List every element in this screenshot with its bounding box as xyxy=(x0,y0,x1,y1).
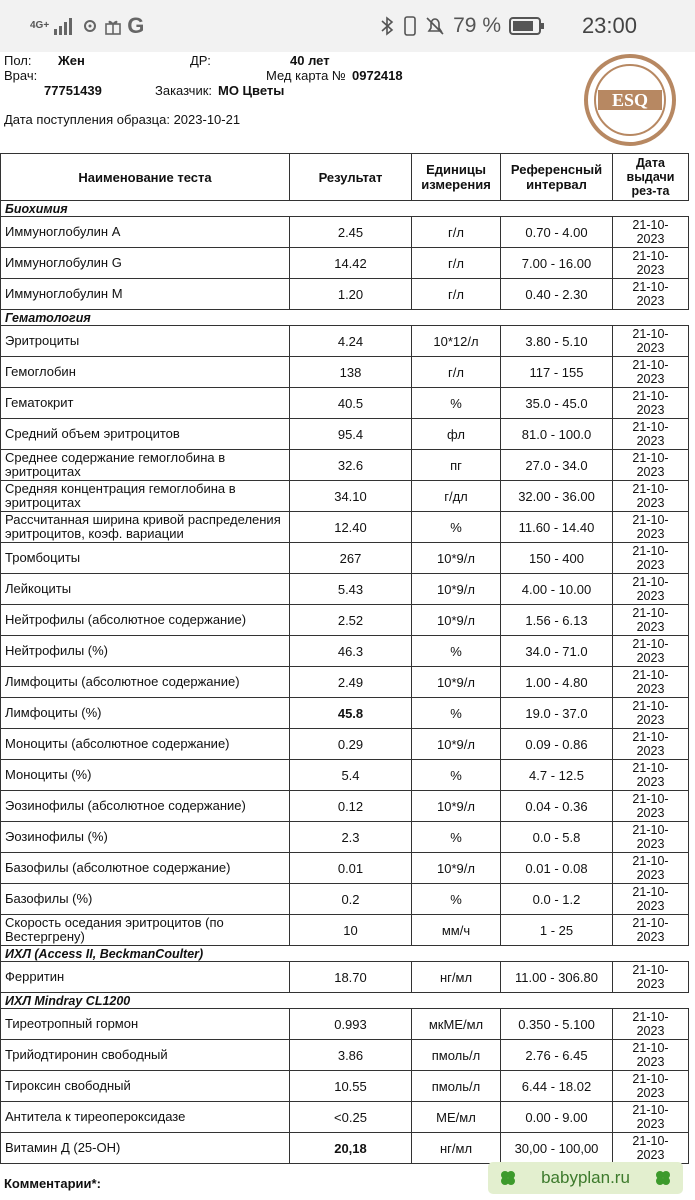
units: г/л xyxy=(412,248,501,279)
issue-date: 21-10- 2023 xyxy=(613,574,689,605)
test-name: Базофилы (абсолютное содержание) xyxy=(1,853,290,884)
vibrate-icon xyxy=(403,15,417,37)
result-value: 12.40 xyxy=(290,512,412,543)
test-name: Эозинофилы (%) xyxy=(1,822,290,853)
table-row xyxy=(1,450,689,481)
reference-range: 30,00 - 100,00 xyxy=(501,1133,613,1164)
table-row xyxy=(1,884,689,915)
units: г/дл xyxy=(412,481,501,512)
issue-date: 21-10- 2023 xyxy=(613,419,689,450)
reference-range: 6.44 - 18.02 xyxy=(501,1071,613,1102)
units: 10*9/л xyxy=(412,791,501,822)
result-value: 1.20 xyxy=(290,279,412,310)
table-row xyxy=(1,574,689,605)
units: 10*9/л xyxy=(412,543,501,574)
clover-icon xyxy=(498,1168,518,1188)
test-name: Моноциты (%) xyxy=(1,760,290,791)
table-row xyxy=(1,636,689,667)
issue-date: 21-10- 2023 xyxy=(613,279,689,310)
table-row xyxy=(1,279,689,310)
result-value: 5.43 xyxy=(290,574,412,605)
table-row xyxy=(1,248,689,279)
section-title: ИХЛ Mindray CL1200 xyxy=(1,993,689,1009)
result-value: 32.6 xyxy=(290,450,412,481)
table-row xyxy=(1,853,689,884)
status-right xyxy=(379,14,545,38)
test-name: Скорость оседания эритроцитов (по Вестергрену) xyxy=(1,915,290,946)
units: нг/мл xyxy=(412,962,501,993)
issue-date: 21-10- 2023 xyxy=(613,667,689,698)
test-name: Базофилы (%) xyxy=(1,884,290,915)
test-name: Ферритин xyxy=(1,962,290,993)
issue-date: 21-10- 2023 xyxy=(613,1009,689,1040)
units: % xyxy=(412,698,501,729)
reference-range: 3.80 - 5.10 xyxy=(501,326,613,357)
issue-date: 21-10- 2023 xyxy=(613,1071,689,1102)
reference-range: 0.01 - 0.08 xyxy=(501,853,613,884)
dob-label: ДР: xyxy=(190,53,211,68)
gift-icon xyxy=(104,17,122,35)
table-row xyxy=(1,760,689,791)
test-name: Средний объем эритроцитов xyxy=(1,419,290,450)
result-value: 5.4 xyxy=(290,760,412,791)
units: МЕ/мл xyxy=(412,1102,501,1133)
result-value: 10 xyxy=(290,915,412,946)
units: мкМЕ/мл xyxy=(412,1009,501,1040)
section-row xyxy=(1,310,689,326)
units: 10*9/л xyxy=(412,729,501,760)
issue-date: 21-10- 2023 xyxy=(613,760,689,791)
table-row xyxy=(1,962,689,993)
reference-range: 0.04 - 0.36 xyxy=(501,791,613,822)
table-row xyxy=(1,326,689,357)
reference-range: 81.0 - 100.0 xyxy=(501,419,613,450)
units: 10*9/л xyxy=(412,667,501,698)
table-row xyxy=(1,605,689,636)
client-label: Заказчик: xyxy=(155,83,213,98)
units: % xyxy=(412,760,501,791)
issue-date: 21-10- 2023 xyxy=(613,217,689,248)
clock: 23:00 xyxy=(581,13,637,38)
table-row xyxy=(1,1133,689,1164)
units: нг/мл xyxy=(412,1133,501,1164)
issue-date: 21-10- 2023 xyxy=(613,636,689,667)
reference-range: 34.0 - 71.0 xyxy=(501,636,613,667)
reference-range: 150 - 400 xyxy=(501,543,613,574)
reference-range: 0.0 - 5.8 xyxy=(501,822,613,853)
result-value: <0.25 xyxy=(290,1102,412,1133)
table-row xyxy=(1,543,689,574)
table-row xyxy=(1,822,689,853)
result-value: 14.42 xyxy=(290,248,412,279)
table-row xyxy=(1,1071,689,1102)
result-value: 34.10 xyxy=(290,481,412,512)
result-value: 2.49 xyxy=(290,667,412,698)
reference-range: 19.0 - 37.0 xyxy=(501,698,613,729)
section-row xyxy=(1,201,689,217)
result-value: 267 xyxy=(290,543,412,574)
result-value: 46.3 xyxy=(290,636,412,667)
issue-date: 21-10- 2023 xyxy=(613,388,689,419)
test-name: Антитела к тиреопероксидазе xyxy=(1,1102,290,1133)
test-name: Нейтрофилы (%) xyxy=(1,636,290,667)
units: пмоль/л xyxy=(412,1071,501,1102)
table-row xyxy=(1,1102,689,1133)
reference-range: 117 - 155 xyxy=(501,357,613,388)
clover-icon xyxy=(653,1168,673,1188)
issue-date: 21-10- 2023 xyxy=(613,326,689,357)
units: г/л xyxy=(412,357,501,388)
test-name: Трийодтиронин свободный xyxy=(1,1040,290,1071)
result-value: 0.01 xyxy=(290,853,412,884)
table-row xyxy=(1,1009,689,1040)
sex-value: Жен xyxy=(58,53,85,68)
header-units: Единицы измерения xyxy=(412,154,501,201)
issue-date: 21-10- 2023 xyxy=(613,1102,689,1133)
reference-range: 27.0 - 34.0 xyxy=(501,450,613,481)
result-value: 0.2 xyxy=(290,884,412,915)
doctor-label: Врач: xyxy=(4,68,38,83)
reference-range: 0.40 - 2.30 xyxy=(501,279,613,310)
test-name: Нейтрофилы (абсолютное содержание) xyxy=(1,605,290,636)
result-value: 138 xyxy=(290,357,412,388)
reference-range: 4.00 - 10.00 xyxy=(501,574,613,605)
result-value: 0.12 xyxy=(290,791,412,822)
section-row xyxy=(1,993,689,1009)
units: 10*9/л xyxy=(412,853,501,884)
table-row xyxy=(1,667,689,698)
watermark xyxy=(488,1162,683,1194)
reference-range: 35.0 - 45.0 xyxy=(501,388,613,419)
issue-date: 21-10- 2023 xyxy=(613,481,689,512)
test-name: Витамин Д (25-ОН) xyxy=(1,1133,290,1164)
issue-date: 21-10- 2023 xyxy=(613,1133,689,1164)
issue-date: 21-10- 2023 xyxy=(613,605,689,636)
card-label: Мед карта № xyxy=(266,68,346,83)
test-name: Среднее содержание гемоглобина в эритроцитах xyxy=(1,450,290,481)
units: 10*9/л xyxy=(412,605,501,636)
reference-range: 0.70 - 4.00 xyxy=(501,217,613,248)
issue-date: 21-10- 2023 xyxy=(613,512,689,543)
test-name: Гематокрит xyxy=(1,388,290,419)
network-type-label: 4G+ xyxy=(30,20,50,31)
test-name: Тромбоциты xyxy=(1,543,290,574)
result-value: 45.8 xyxy=(290,698,412,729)
result-value: 18.70 xyxy=(290,962,412,993)
reference-range: 11.60 - 14.40 xyxy=(501,512,613,543)
table-row xyxy=(1,1040,689,1071)
issue-date: 21-10- 2023 xyxy=(613,698,689,729)
table-row xyxy=(1,217,689,248)
battery-percent: 79 % xyxy=(453,14,501,37)
sex-label: Пол: xyxy=(4,53,32,68)
table-row xyxy=(1,915,689,946)
table-row xyxy=(1,791,689,822)
result-value: 2.3 xyxy=(290,822,412,853)
units: г/л xyxy=(412,217,501,248)
units: 10*12/л xyxy=(412,326,501,357)
test-name: Иммуноглобулин G xyxy=(1,248,290,279)
esq-logo xyxy=(584,54,676,146)
result-value: 20,18 xyxy=(290,1133,412,1164)
result-value: 3.86 xyxy=(290,1040,412,1071)
reference-range: 1.00 - 4.80 xyxy=(501,667,613,698)
reference-range: 4.7 - 12.5 xyxy=(501,760,613,791)
table-header-row xyxy=(1,154,689,201)
units: % xyxy=(412,388,501,419)
comments-label: Комментарии*: xyxy=(4,1176,101,1191)
issue-date: 21-10- 2023 xyxy=(613,543,689,574)
result-value: 4.24 xyxy=(290,326,412,357)
client-value: МО Цветы xyxy=(218,83,285,98)
bell-off-icon xyxy=(425,16,445,36)
result-value: 0.29 xyxy=(290,729,412,760)
age-value: 40 лет xyxy=(290,53,330,68)
issue-date: 21-10- 2023 xyxy=(613,450,689,481)
reference-range: 7.00 - 16.00 xyxy=(501,248,613,279)
reference-range: 1.56 - 6.13 xyxy=(501,605,613,636)
test-name: Лейкоциты xyxy=(1,574,290,605)
units: мм/ч xyxy=(412,915,501,946)
test-name: Рассчитанная ширина кривой распределения эритроцитов, коэф. вариации xyxy=(1,512,290,543)
patient-id: 77751439 xyxy=(44,83,102,98)
section-title: Гематология xyxy=(1,310,689,326)
test-name: Тиреотропный гормон xyxy=(1,1009,290,1040)
section-title: Биохимия xyxy=(1,201,689,217)
table-row xyxy=(1,729,689,760)
test-name: Эозинофилы (абсолютное содержание) xyxy=(1,791,290,822)
sample-date: Дата поступления образца: 2023-10-21 xyxy=(4,112,241,127)
issue-date: 21-10- 2023 xyxy=(613,822,689,853)
gear-icon xyxy=(81,17,99,35)
status-bar xyxy=(0,0,695,52)
reference-range: 0.09 - 0.86 xyxy=(501,729,613,760)
units: % xyxy=(412,512,501,543)
reference-range: 32.00 - 36.00 xyxy=(501,481,613,512)
test-name: Средняя концентрация гемоглобина в эритроцитах xyxy=(1,481,290,512)
test-name: Моноциты (абсолютное содержание) xyxy=(1,729,290,760)
issue-date: 21-10- 2023 xyxy=(613,1040,689,1071)
section-row xyxy=(1,946,689,962)
units: % xyxy=(412,822,501,853)
table-row xyxy=(1,388,689,419)
status-left xyxy=(30,13,144,39)
header-name: Наименование теста xyxy=(1,154,290,201)
reference-range: 2.76 - 6.45 xyxy=(501,1040,613,1071)
battery-icon xyxy=(509,16,545,36)
reference-range: 11.00 - 306.80 xyxy=(501,962,613,993)
result-value: 2.45 xyxy=(290,217,412,248)
result-value: 40.5 xyxy=(290,388,412,419)
results-table xyxy=(0,153,689,1164)
result-value: 2.52 xyxy=(290,605,412,636)
issue-date: 21-10- 2023 xyxy=(613,884,689,915)
table-row xyxy=(1,419,689,450)
test-name: Иммуноглобулин А xyxy=(1,217,290,248)
units: фл xyxy=(412,419,501,450)
logo-text: ESQ xyxy=(611,90,649,110)
card-value: 0972418 xyxy=(352,68,403,83)
units: г/л xyxy=(412,279,501,310)
issue-date: 21-10- 2023 xyxy=(613,791,689,822)
reference-range: 0.0 - 1.2 xyxy=(501,884,613,915)
issue-date: 21-10- 2023 xyxy=(613,853,689,884)
issue-date: 21-10- 2023 xyxy=(613,729,689,760)
table-row xyxy=(1,481,689,512)
units: 10*9/л xyxy=(412,574,501,605)
test-name: Эритроциты xyxy=(1,326,290,357)
units: пг xyxy=(412,450,501,481)
test-name: Иммуноглобулин М xyxy=(1,279,290,310)
reference-range: 0.350 - 5.100 xyxy=(501,1009,613,1040)
bluetooth-icon xyxy=(379,16,395,36)
issue-date: 21-10- 2023 xyxy=(613,248,689,279)
issue-date: 21-10- 2023 xyxy=(613,357,689,388)
reference-range: 0.00 - 9.00 xyxy=(501,1102,613,1133)
test-name: Тироксин свободный xyxy=(1,1071,290,1102)
reference-range: 1 - 25 xyxy=(501,915,613,946)
test-name: Лимфоциты (%) xyxy=(1,698,290,729)
result-value: 0.993 xyxy=(290,1009,412,1040)
table-row xyxy=(1,357,689,388)
test-name: Гемоглобин xyxy=(1,357,290,388)
issue-date: 21-10- 2023 xyxy=(613,962,689,993)
watermark-text: babyplan.ru xyxy=(541,1168,630,1187)
results-body xyxy=(1,201,689,1164)
header-ref: Референсный интервал xyxy=(501,154,613,201)
section-title: ИХЛ (Access II, BeckmanCoulter) xyxy=(1,946,689,962)
header-result: Результат xyxy=(290,154,412,201)
result-value: 10.55 xyxy=(290,1071,412,1102)
result-value: 95.4 xyxy=(290,419,412,450)
units: % xyxy=(412,636,501,667)
table-row xyxy=(1,512,689,543)
test-name: Лимфоциты (абсолютное содержание) xyxy=(1,667,290,698)
signal-icon xyxy=(54,17,76,35)
issue-date: 21-10- 2023 xyxy=(613,915,689,946)
header-date: Дата выдачи рез-та xyxy=(613,154,689,201)
units: % xyxy=(412,884,501,915)
units: пмоль/л xyxy=(412,1040,501,1071)
google-icon: G xyxy=(127,13,145,38)
table-row xyxy=(1,698,689,729)
